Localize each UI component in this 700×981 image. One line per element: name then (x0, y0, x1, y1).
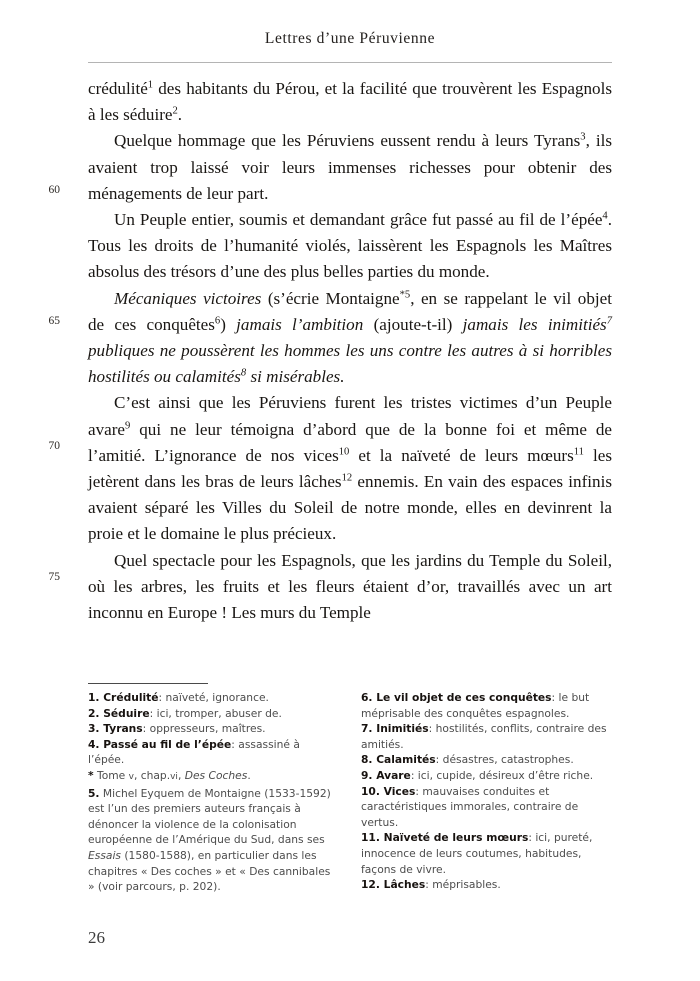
footnote-item: 2. Séduire: ici, tromper, abuser de. (88, 706, 282, 720)
footnote-item: 7. Inimitiés: hostilités, conflits, contraire des amitiés. (361, 722, 607, 751)
body-text-column (88, 76, 612, 626)
footnote-item: 11. Naïveté de leurs mœurs: ici, pureté, innocence de leurs coutumes, habitudes, façons de vivre. (361, 831, 593, 876)
footnote-item: 9. Avare: ici, cupide, désireux d’être riche. (361, 768, 594, 782)
page-number: 26 (88, 928, 105, 947)
footnote-item: 12. Lâches: méprisables. (361, 878, 501, 892)
line-number: 75 (48, 571, 60, 583)
body-paragraph: Quel spectacle pour les Espagnols, que les jardins du Temple du Soleil, où les arbres, les fruits et les fleurs étaient d’or, travaillés avec un art inconnu en Europe ! Les murs du Temple (88, 550, 612, 623)
line-number: 65 (48, 315, 60, 327)
line-number: 70 (48, 440, 60, 452)
body-paragraph: Un Peuple entier, soumis et demandant grâce fut passé au fil de l’épée$^4$. Tous les droits de l’humanité violés, laissèrent les Espagnols les Maîtres absolus des trésors d’une des plus belles parties du monde. (88, 210, 612, 282)
footnote-item: 4. Passé au fil de l’épée: assassiné à l’épée. (88, 737, 300, 767)
footnote-item: 8. Calamités: désastres, catastrophes. (361, 753, 574, 767)
footnotes-area (88, 690, 612, 895)
body-paragraph: crédulité$^1$ des habitants du Pérou, et la facilité que trouvèrent les Espagnols à les séduire$^2$. (88, 79, 612, 125)
body-paragraph: Quelque hommage que les Péruviens eussent rendu à leurs Tyrans$^3$, ils avaient trop laissé voir leurs immenses richesses pour obtenir des ménagements de leur part. (88, 131, 612, 203)
footnote-item: 6. Le vil objet de ces conquêtes: le but méprisable des conquêtes espagnoles. (361, 691, 590, 720)
running-header-title: Lettres d’une Péruvienne (264, 30, 436, 47)
body-paragraph: C’est ainsi que les Péruviens furent les tristes victimes d’un Peuple avare$^9$ qui ne leur témoigna d’abord que de la bonne foi et même de l’amitié. L’ignorance de nos vices$^{10}$ et la naïveté de leurs mœurs$^{11}$ les jetèrent dans les bras de leurs lâches$^{12}$ ennemis. En vain des espaces infinis avaient séparé les Villes du Soleil de notre monde, elles en devinrent la proie et le domaine le plus précieux. (88, 393, 613, 544)
footnote-column-right (361, 690, 612, 895)
footnote-column-left (88, 690, 339, 895)
footnote-item: * Tome v, chap.vi, Des Coches. (88, 768, 251, 782)
footnote-divider-rule (88, 683, 208, 684)
body-paragraph: Mécaniques victoires (s’écrie Montaigne$^{*5}$, en se rappelant le vil objet de ces conquêtes$^6$) jamais l’ambition (ajoute-t-il) jamais les inimitiés$^7$ publiques ne poussèrent les hommes les uns contre les autres à si horribles hostilités ou calamités$^8$ si misérables. (88, 288, 612, 387)
header-divider-rule (88, 62, 612, 63)
footnote-item: 3. Tyrans: oppresseurs, maîtres. (88, 722, 266, 736)
footnote-item: 5. Michel Eyquem de Montaigne (1533-1592) est l’un des premiers auteurs français à dénoncer la violence de la colonisation européenne de l’Amérique du Sud, dans ses Essais (1580-1588), en particulier dans les chapitres « Des coches » et « Des cannibales » (voir parcours, p. 202). (88, 786, 331, 894)
footnote-item: 1. Crédulité: naïveté, ignorance. (88, 691, 269, 704)
footnote-item: 10. Vices: mauvaises conduites et caractéristiques immorales, contraire de vertus. (361, 784, 579, 829)
line-number: 60 (48, 184, 60, 196)
running-header (88, 30, 612, 48)
